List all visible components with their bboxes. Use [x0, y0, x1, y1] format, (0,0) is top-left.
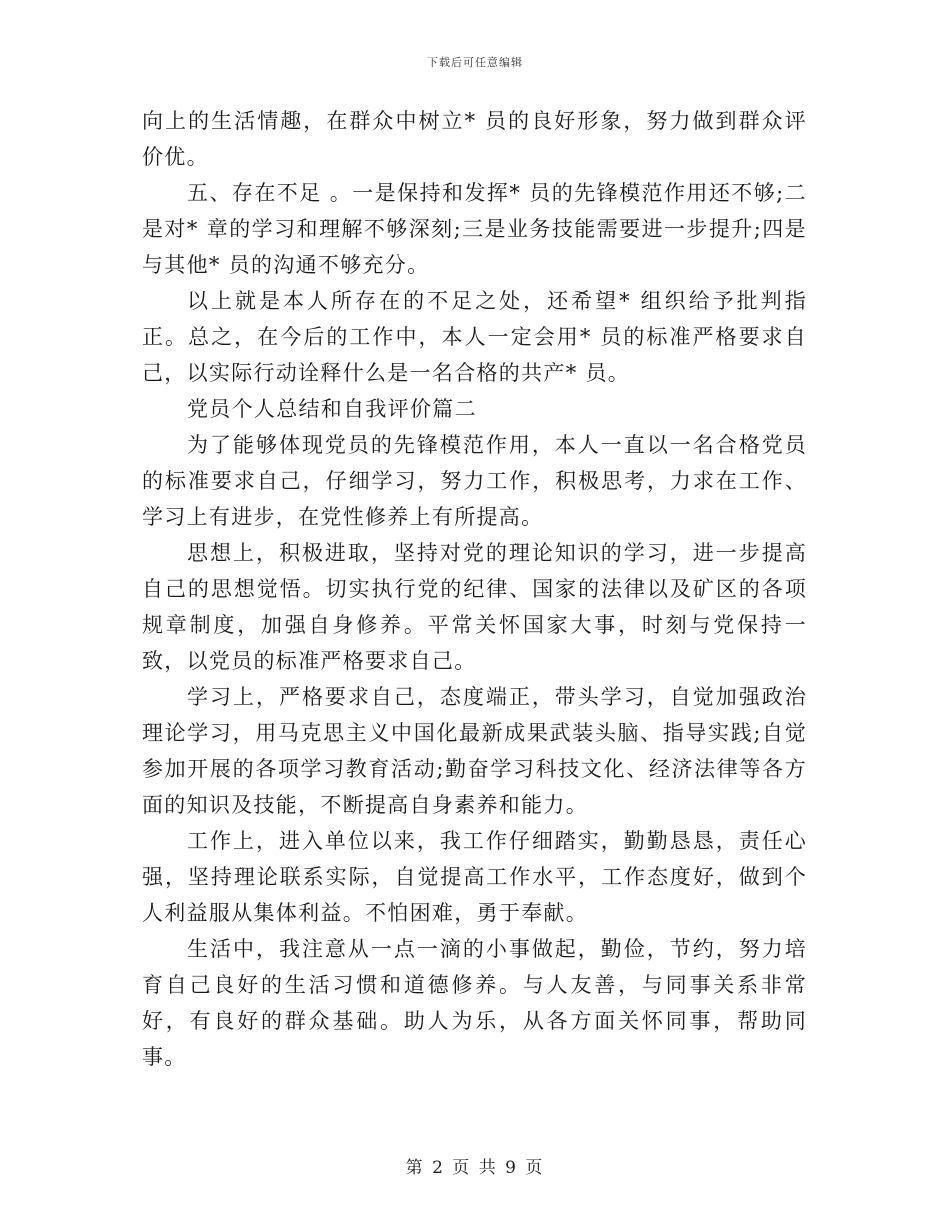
section-heading: 党员个人总结和自我评价篇二 [187, 397, 477, 421]
document-body [142, 103, 807, 1075]
paragraph-thought: 思想上，积极进取，坚持对党的理论知识的学习，进一步提高自己的思想觉悟。切实执行党的纪律、国家的法律以及矿区的各项规章制度，加强自身修养。平常关怀国家大事，时刻与党保持一致，以党员的标准严格要求自己。 [142, 541, 807, 673]
page-number: 第 2 页 共 9 页 [405, 1158, 545, 1178]
header-note: 下载后可任意编辑 [427, 56, 523, 69]
paragraph-intro: 为了能够体现党员的先锋模范作用，本人一直以一名合格党员的标准要求自己，仔细学习，努力工作，积极思考，力求在工作、学习上有进步，在党性修养上有所提高。 [142, 433, 807, 529]
paragraph-study: 学习上，严格要求自己，态度端正，带头学习，自觉加强政治理论学习，用马克思主义中国化最新成果武装头脑、指导实践;自觉参加开展的各项学习教育活动;勤奋学习科技文化、经济法律等各方面的知识及技能，不断提高自身素养和能力。 [142, 685, 807, 817]
paragraph-conclusion: 以上就是本人所存在的不足之处，还希望* 组织给予批判指正。总之，在今后的工作中，本人一定会用* 员的标准严格要求自己，以实际行动诠释什么是一名合格的共产* 员。 [142, 289, 807, 385]
paragraph-shortcomings: 五、存在不足 。一是保持和发挥* 员的先锋模范作用还不够;二是对* 章的学习和理解不够深刻;三是业务技能需要进一步提升;四是与其他* 员的沟通不够充分。 [142, 181, 807, 277]
paragraph-work: 工作上，进入单位以来，我工作仔细踏实，勤勤恳恳，责任心强，坚持理论联系实际，自觉提高工作水平，工作态度好，做到个人利益服从集体利益。不怕困难，勇于奉献。 [142, 829, 807, 925]
paragraph-life: 生活中，我注意从一点一滴的小事做起，勤俭，节约，努力培育自己良好的生活习惯和道德修养。与人友善，与同事关系非常好，有良好的群众基础。助人为乐，从各方面关怀同事，帮助同事。 [142, 937, 807, 1069]
paragraph-continuation: 向上的生活情趣，在群众中树立* 员的良好形象，努力做到群众评价优。 [142, 109, 807, 169]
